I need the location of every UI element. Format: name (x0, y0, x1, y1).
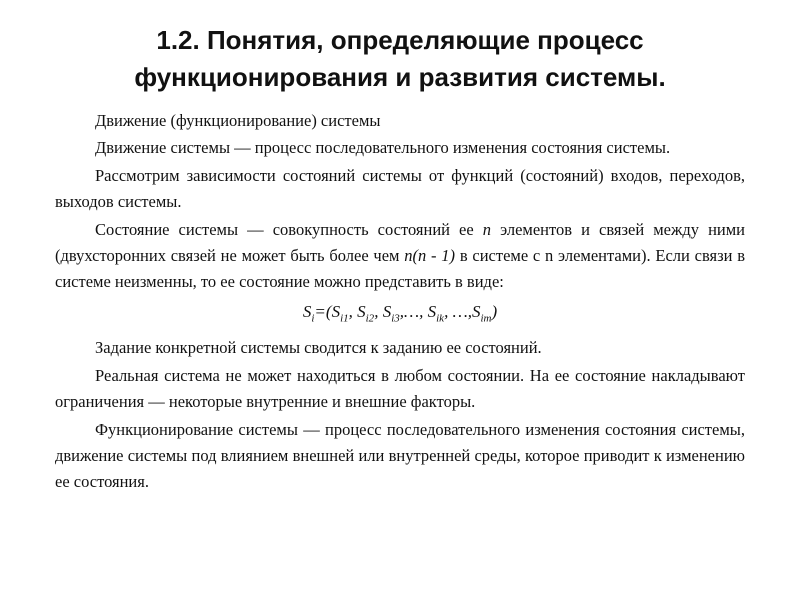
formula-s3: S (382, 302, 392, 321)
paragraph-state (55, 217, 745, 295)
paragraph-state-part-b: элементов и связей между ними (двухсторонних связей не может быть более чем (55, 220, 746, 265)
paragraph-functioning: Функционирование системы — процесс последовательного изменения состояния системы, движение системы под влиянием внешней или внутренней среды, которое приводит к изменению ее состояния. (55, 420, 745, 492)
paragraph-state-part-c: в системе с n элементами). Если связи в системе неизменны, то ее состояние можно представить в виде: (55, 246, 746, 291)
formula-sub-ik: ik (436, 312, 445, 325)
formula-sm: S (471, 302, 481, 321)
formula-dots-2: , …, (444, 302, 472, 321)
formula-eq: =( (314, 302, 332, 321)
slide-title (60, 22, 740, 96)
formula-sub-im: im (480, 312, 492, 325)
slide-body (55, 108, 745, 497)
variable-n: n (482, 220, 492, 239)
formula-s2: S (357, 302, 366, 321)
formula-s: S (302, 302, 312, 321)
formula-dots-1: ,…, (399, 302, 424, 321)
paragraph-dependencies: Рассмотрим зависимости состояний системы от функций (состояний) входов, переходов, выходов системы. (55, 166, 745, 211)
state-formula: $S_i=(S_{i1}$, $S_{i2}$, $S_{i3},\dots$, $S_{ik}$, $\dots,S_{im}$) (302, 302, 498, 325)
paragraph-motion: Движение системы — процесс последовательного изменения состояния системы. (95, 138, 671, 157)
paragraph-real-system: Реальная система не может находиться в любом состоянии. На ее состояние накладывают ограничения — некоторые внутренние и внешние факторы. (55, 366, 745, 412)
formula-s1: S (331, 302, 341, 321)
formula-close: ) (491, 302, 498, 321)
title-line-2: функционирования и развития системы. (134, 62, 666, 92)
paragraph-task: Задание конкретной системы сводится к заданию ее состояний. (95, 338, 542, 358)
formula-sub-i1: i1 (340, 312, 349, 325)
formula-sub-i2: i2 (365, 312, 375, 325)
section-heading: Движение (функционирование) системы (95, 111, 381, 130)
formula-sub-i: i (311, 312, 315, 325)
expression-n-n-1: n(n - 1) (404, 246, 456, 265)
title-line-1: 1.2. Понятия, определяющие процесс (156, 25, 644, 55)
formula-sub-i3: i3 (391, 312, 400, 325)
paragraph-state-part-a: Состояние системы — совокупность состояний ее (95, 220, 474, 239)
formula-sk: S (427, 302, 437, 321)
